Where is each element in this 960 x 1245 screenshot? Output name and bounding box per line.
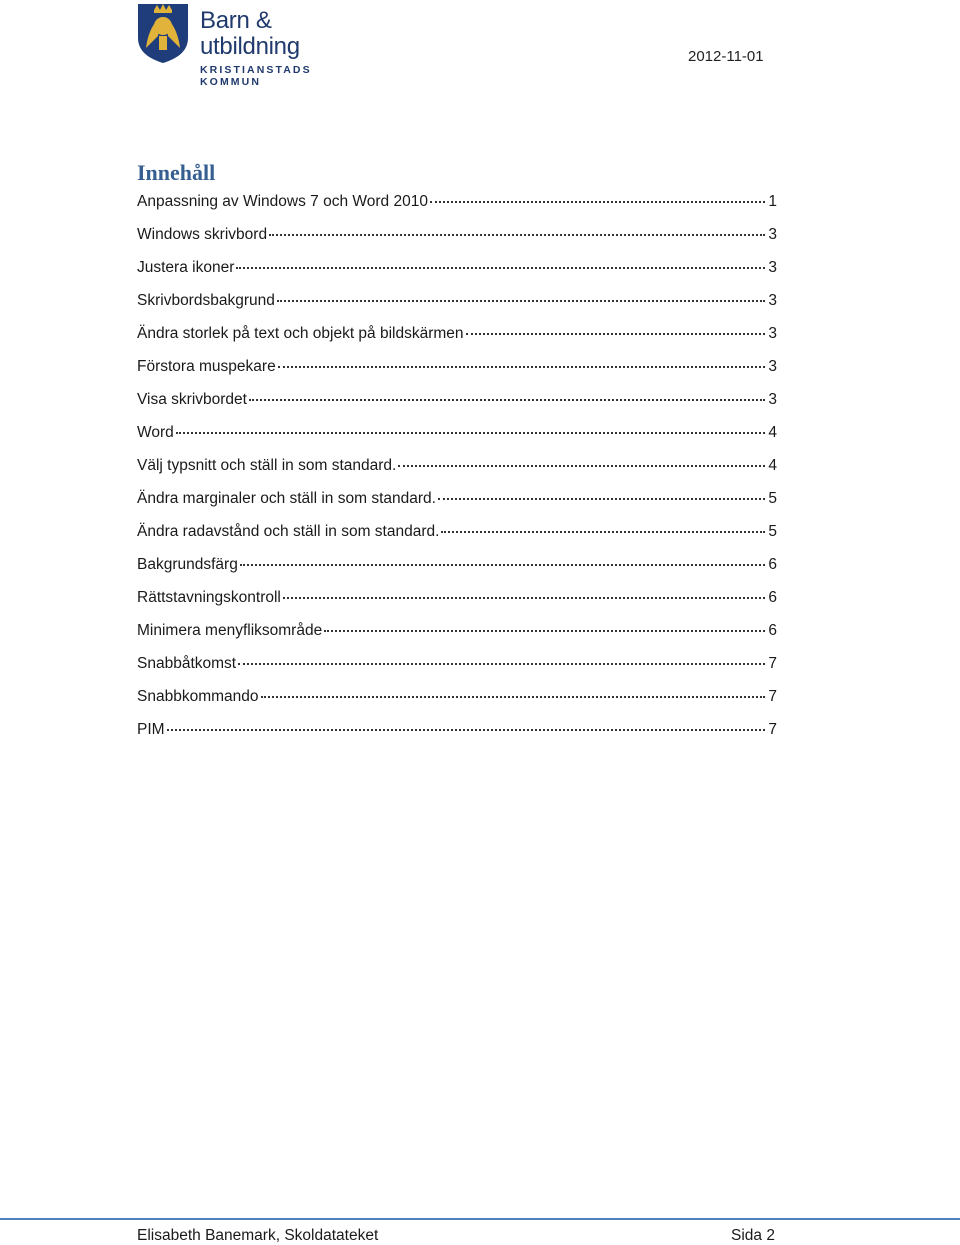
footer-author: Elisabeth Banemark, Skoldatateket (137, 1227, 379, 1244)
toc-dot-leader (240, 563, 765, 566)
toc-entry[interactable] (137, 284, 777, 317)
toc-dot-leader (441, 530, 765, 533)
toc-entry-title: Minimera menyfliksområde (137, 622, 323, 639)
toc-entry-page: 7 (768, 655, 777, 672)
toc-entry-title: Rättstavningskontroll (137, 589, 281, 606)
toc-entry-title: Bakgrundsfärg (137, 556, 238, 573)
toc-entry[interactable] (137, 350, 777, 383)
toc-entry-page: 6 (768, 589, 777, 606)
toc-entry[interactable] (137, 383, 777, 416)
toc-dot-leader (324, 629, 765, 632)
toc-entry[interactable] (137, 185, 777, 218)
toc-entry-page: 3 (768, 358, 777, 375)
toc-entry-title: Förstora muspekare (137, 358, 276, 375)
toc-entry[interactable] (137, 317, 777, 350)
toc-entry[interactable] (137, 449, 777, 482)
toc-entry-title: Ändra radavstånd och ställ in som standard. (137, 523, 440, 540)
toc-dot-leader (269, 233, 765, 236)
toc-entry-page: 5 (768, 490, 777, 507)
logo-title: Barn & utbildning (200, 7, 300, 60)
toc-dot-leader (176, 431, 765, 434)
footer-page-number: Sida 2 (731, 1227, 775, 1244)
toc-entry-page: 4 (768, 457, 777, 474)
toc-dot-leader (277, 299, 765, 302)
toc-entry[interactable] (137, 581, 777, 614)
toc-dot-leader (430, 200, 765, 203)
toc-entry-page: 6 (768, 622, 777, 639)
kommun-logo (136, 2, 376, 88)
toc-entry-page: 3 (768, 259, 777, 276)
footer-rule (0, 1218, 960, 1220)
header-date: 2012-11-01 (688, 48, 764, 65)
toc-entry-page: 6 (768, 556, 777, 573)
toc-entry[interactable] (137, 548, 777, 581)
toc-dot-leader (438, 497, 765, 500)
toc-entry[interactable] (137, 482, 777, 515)
toc-dot-leader (398, 464, 765, 467)
toc-entry-page: 3 (768, 226, 777, 243)
toc-entry-title: Snabbkommando (137, 688, 259, 705)
toc-entry-title: Välj typsnitt och ställ in som standard. (137, 457, 397, 474)
toc-entry-title: Windows skrivbord (137, 226, 268, 243)
toc-heading: Innehåll (137, 160, 216, 185)
toc-dot-leader (238, 662, 765, 665)
table-of-contents (137, 185, 777, 746)
logo-subtitle: KRISTIANSTADS KOMMUN (200, 64, 312, 88)
toc-entry-title: Snabbåtkomst (137, 655, 237, 672)
toc-entry-title: Skrivbordsbakgrund (137, 292, 275, 309)
toc-entry[interactable] (137, 515, 777, 548)
toc-entry[interactable] (137, 647, 777, 680)
toc-dot-leader (261, 695, 766, 698)
toc-entry-page: 7 (768, 688, 777, 705)
toc-entry-page: 7 (768, 721, 777, 738)
toc-entry-page: 4 (768, 424, 777, 441)
toc-dot-leader (466, 332, 765, 335)
toc-entry[interactable] (137, 680, 777, 713)
coat-of-arms-icon (136, 2, 190, 64)
toc-dot-leader (236, 266, 765, 269)
toc-entry-page: 3 (768, 391, 777, 408)
toc-dot-leader (283, 596, 765, 599)
toc-entry-title: Word (137, 424, 174, 441)
toc-dot-leader (167, 728, 765, 731)
toc-entry[interactable] (137, 614, 777, 647)
toc-dot-leader (278, 365, 765, 368)
toc-entry[interactable] (137, 251, 777, 284)
toc-entry-page: 5 (768, 523, 777, 540)
toc-entry-title: Visa skrivbordet (137, 391, 247, 408)
toc-entry[interactable] (137, 218, 777, 251)
toc-dot-leader (249, 398, 765, 401)
toc-entry-title: PIM (137, 721, 165, 738)
toc-entry[interactable] (137, 713, 777, 746)
toc-entry-title: Ändra marginaler och ställ in som standard. (137, 490, 436, 507)
toc-entry-page: 1 (768, 193, 777, 210)
toc-entry-page: 3 (768, 292, 777, 309)
toc-entry-title: Justera ikoner (137, 259, 235, 276)
toc-entry-title: Ändra storlek på text och objekt på bildskärmen (137, 325, 464, 342)
toc-entry[interactable] (137, 416, 777, 449)
toc-entry-page: 3 (768, 325, 777, 342)
toc-entry-title: Anpassning av Windows 7 och Word 2010 (137, 193, 428, 210)
